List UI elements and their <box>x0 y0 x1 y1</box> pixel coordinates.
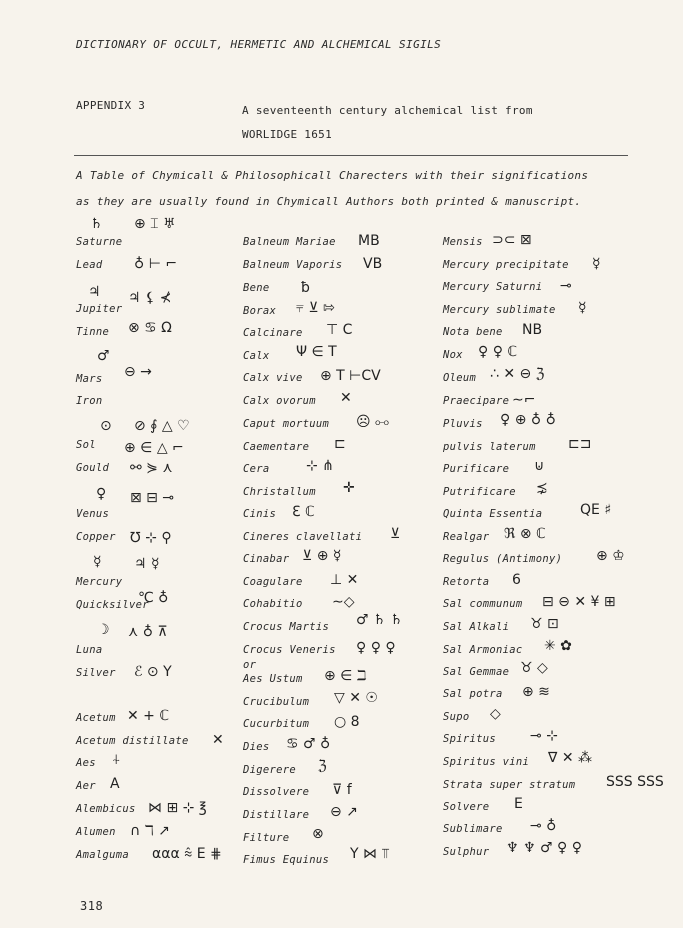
sigil-entry-label: Dies <box>243 741 270 753</box>
sigil-entry-label: Dissolvere <box>243 786 310 798</box>
sigil-entry-label: Sal Armoniac <box>443 644 523 656</box>
sigil-entry-label: Aes <box>76 757 96 769</box>
solvere-sigil: E <box>514 796 523 812</box>
crocus-veneris-sigil: ♀ ♀ ♀ <box>356 640 396 656</box>
appendix-subtitle <box>242 99 533 147</box>
saturn-sigil: ♄ <box>90 216 103 232</box>
alembic-sigil: ⋈ ⊞ ⊹ ℥ <box>148 800 207 816</box>
sigil-entry-label: Praecipare <box>443 395 510 407</box>
sigil-entry-label: Nox <box>443 349 463 361</box>
sigil-entry-label: Spiritus vini <box>443 756 530 768</box>
sigil-entry-label: pulvis laterum <box>443 441 536 453</box>
spiritus-vini-sigil: ∇ ✕ ⁂ <box>548 750 592 766</box>
sigil-entry-label: Mercury precipitate <box>443 259 569 271</box>
page-header: DICTIONARY OF OCCULT, HERMETIC AND ALCHEMICAL SIGILS <box>76 38 442 51</box>
sigil-entry-label: Mercury Saturni <box>443 281 543 293</box>
sigil-entry-label: Acetum distillate <box>76 735 189 747</box>
caementare-sigil: ⊏ <box>334 436 346 452</box>
quinta-sigil: QE ♯ <box>580 502 612 518</box>
sigil-entry-label: Quinta Essentia <box>443 508 543 520</box>
sigil-entry-label: Regulus (Antimony) <box>443 553 563 565</box>
gold-sigil: ⚯ ⋟ ⋏ <box>130 460 173 476</box>
crocus-martis-sigil: ♂ ♄ ♄ <box>356 612 403 628</box>
christallum-sigil: ✛ <box>343 480 355 496</box>
divider-rule <box>74 155 628 156</box>
nox-sigil: ♀ ♀ ℂ <box>478 344 518 360</box>
sigil-entry-label: Oleum <box>443 372 477 384</box>
sigil-entry-label: Sal potra <box>443 688 503 700</box>
sigil-entry-label: Cinabar <box>243 553 290 565</box>
cohabitio-sigil: ∼◇ <box>332 594 355 610</box>
aer-sigil: A <box>110 776 120 792</box>
sigil-entry-label: Lead <box>76 259 103 271</box>
sigil-entry-label: Aes Ustum <box>243 673 303 685</box>
nota-bene-sigil: NB <box>522 322 543 338</box>
sal-armoniac-sigil: ✳ ✿ <box>544 638 572 654</box>
table-intro <box>76 163 646 215</box>
sigil-entry-label: Mensis <box>443 236 483 248</box>
sun-sigil: ⊙ <box>100 418 112 434</box>
sigil-entry-label: Spiritus <box>443 733 496 745</box>
fimus-sigil: Y ⋈ ⫪ <box>350 846 390 862</box>
sigil-entry-label: Cera <box>243 463 270 475</box>
mercury-sublimate-sigil: ☿ <box>578 300 587 316</box>
sigil-entry-label: Coagulare <box>243 576 303 588</box>
sal-potra-sigil: ⊕ ≋ <box>522 684 550 700</box>
calx-ovorum-sigil: ✕ <box>340 390 352 406</box>
mars-sigil: ♂ <box>97 348 110 364</box>
intro-line-2: as they are usually found in Chymicall Authors both printed & manuscript. <box>76 195 582 208</box>
regulus-sigil: ⊕ ♔ <box>596 548 625 564</box>
coagulare-sigil: ⊥ ✕ <box>330 572 359 588</box>
sigil-entry-label: Crocus Martis <box>243 621 330 633</box>
cera-sigil: ⊹ ⋔ <box>306 458 334 474</box>
appendix-label: APPENDIX 3 <box>76 99 146 112</box>
sigil-entry-label: Retorta <box>443 576 490 588</box>
mercury-sigil: ℃ ♁ <box>138 590 169 606</box>
sigil-entry-label: Cucurbitum <box>243 718 310 730</box>
calx-vive-sigil: ⊕ T ⊢CV <box>320 368 381 384</box>
purificare-sigil: ⊍ <box>534 458 545 474</box>
sigil-entry-label: Sal Gemmae <box>443 666 510 678</box>
strata-sigil: SSS SSS <box>606 774 664 790</box>
sigil-entry-label: Christallum <box>243 486 316 498</box>
lead-sigil: ♁ ⊢ ⌐ <box>134 256 178 272</box>
mensis-sigil: ⊃⊂ ⊠ <box>492 232 532 248</box>
sigil-entry-label: Saturne <box>76 236 123 248</box>
gold-sigil: ⊕ ∈ △ ⌐ <box>124 440 184 456</box>
moon-sigil: ⋏ ♁ ⊼ <box>128 624 168 640</box>
sun-sigil: ⊘ ∮ △ ♡ <box>134 418 190 434</box>
alumen-sigil: ∩ ℸ ↗ <box>130 823 170 839</box>
acetum-distillate-sigil: ✕ <box>212 732 224 748</box>
sigil-entry-label: Amalguma <box>76 849 129 861</box>
sigil-entry-label: Realgar <box>443 531 490 543</box>
sulphur-sigil: ♆ ♆ ♂ ♀ ♀ <box>506 840 582 856</box>
sigil-entry-label: Sal communum <box>443 598 523 610</box>
sigil-entry-label: Tinne <box>76 326 110 338</box>
sigil-entry-label: Mercury <box>76 576 123 588</box>
sigil-entry-label: Distillare <box>243 809 310 821</box>
sigil-entry-label: Alumen <box>76 826 116 838</box>
sigil-entry-label: Alembicus <box>76 803 136 815</box>
sigil-entry-label: Nota bene <box>443 326 503 338</box>
venus-sigil: ♀ <box>96 486 107 502</box>
sal-communum-sigil: ⊟ ⊖ ✕ ¥ ⊞ <box>542 594 616 610</box>
vaporis-sigil: VB <box>363 256 383 272</box>
dies-sigil: ♋ ♂ ♁ <box>286 736 331 752</box>
subtitle-line-2: WORLIDGE 1651 <box>242 128 332 141</box>
spiritus-sigil: ⊸ ⊹ <box>530 728 558 744</box>
sigil-entry-label: Solvere <box>443 801 490 813</box>
sigil-entry-label: Borax <box>243 305 277 317</box>
praecipare-sigil: ∼⌐ <box>512 392 536 408</box>
acetum-sigil: ✕ + ℂ <box>127 708 170 724</box>
sigil-entry-label: Digerere <box>243 764 296 776</box>
sigil-entry-label: or <box>243 659 257 671</box>
calx-sigil: Ψ ∈ T <box>296 344 337 360</box>
bene-sigil: ƀ <box>301 280 310 296</box>
putrificare-sigil: ⋨ <box>536 480 548 496</box>
copper-sigil: ℧ ⊹ ⚲ <box>130 530 172 546</box>
sigil-entry-label: Aer <box>76 780 96 792</box>
sigil-entry-label: Calcinare <box>243 327 303 339</box>
sigil-entry-label: Purificare <box>443 463 510 475</box>
crucible-sigil: ▽ ✕ ☉ <box>334 690 378 706</box>
jupiter-sigil: ♃ ⚸ ⊀ <box>128 290 172 306</box>
sigil-entry-label: Sol <box>76 439 96 451</box>
sigil-entry-label: Calx <box>243 350 270 362</box>
jupiter-sigil: ♃ <box>88 284 101 300</box>
sigil-entry-label: Crocus Veneris <box>243 644 336 656</box>
sigil-entry-label: Gould <box>76 462 110 474</box>
mercury-sigil: ☿ <box>93 554 102 570</box>
tin-sigil: ⊗ ♋ Ω <box>128 320 172 336</box>
oleum-sigil: ∴ ✕ ⊖ ℨ <box>490 366 545 382</box>
sigil-entry-label: Crucibulum <box>243 696 310 708</box>
sigil-entry-label: Venus <box>76 508 110 520</box>
filture-sigil: ⊗ <box>312 826 324 842</box>
venus-sigil: ⊠ ⊟ ⊸ <box>130 490 175 506</box>
moon-sigil: ☽ <box>97 622 110 638</box>
mercury-saturni-sigil: ⊸ <box>560 278 572 294</box>
saturn-sigil: ⊕ ⌶ ♅ <box>134 216 176 232</box>
calcinare-sigil: ⊤ C <box>326 322 353 338</box>
sublimare-sigil: ⊸ ♁ <box>530 818 557 834</box>
sal-gemmae-sigil: ♉ ◇ <box>520 660 548 676</box>
aes-ustum-sigil: ⊕ ∈ ℶ <box>324 668 367 684</box>
dissolvere-sigil: ⊽ f <box>332 782 352 798</box>
sigil-entry-label: Strata super stratum <box>443 779 576 791</box>
sigil-entry-label: Calx ovorum <box>243 395 316 407</box>
cinabar-sigil: ⊻ ⊕ ☿ <box>302 548 342 564</box>
aes-sigil: ⍭ <box>112 752 121 768</box>
sigil-entry-label: Silver <box>76 667 116 679</box>
sigil-entry-label: Pluvis <box>443 418 483 430</box>
sigil-entry-label: Balneum Mariae <box>243 236 336 248</box>
sigil-entry-label: Filture <box>243 832 290 844</box>
supo-sigil: ◇ <box>490 706 501 722</box>
silver-sigil: ℰ ⊙ Y <box>134 664 172 680</box>
borax-sigil: ⫧ ⊻ ⇰ <box>296 300 335 316</box>
sigil-entry-label: Luna <box>76 644 103 656</box>
sigil-entry-label: Sublimare <box>443 823 503 835</box>
sigil-entry-label: Calx vive <box>243 372 303 384</box>
sigil-entry-label: Cohabitio <box>243 598 303 610</box>
sigil-entry-label: Iron <box>76 395 103 407</box>
mercury-precip-sigil: ☿ <box>592 256 601 272</box>
laterum-sigil: ⊏⊐ <box>568 436 592 452</box>
cinis-sigil: ℇ ℂ <box>292 504 315 520</box>
sigil-entry-label: Cineres clavellati <box>243 531 363 543</box>
sigil-entry-label: Quicksilver <box>76 599 149 611</box>
pluvis-sigil: ♀ ⊕ ♁ ♁ <box>500 412 556 428</box>
mars-sigil: ⊖ → <box>124 364 152 380</box>
sigil-entry-label: Balneum Vaporis <box>243 259 343 271</box>
page-number: 318 <box>80 899 104 913</box>
sigil-entry-label: Cinis <box>243 508 277 520</box>
mercury-sigil: ♃ ☿ <box>134 556 160 572</box>
sal-alkali-sigil: ♉ ⊡ <box>530 616 559 632</box>
digerere-sigil: ℨ <box>318 758 327 774</box>
sigil-entry-label: Jupiter <box>76 303 123 315</box>
distillare-sigil: ⊖ ↗ <box>330 804 358 820</box>
sigil-entry-label: Fimus Equinus <box>243 854 330 866</box>
sigil-entry-label: Supo <box>443 711 470 723</box>
sigil-entry-label: Caementare <box>243 441 310 453</box>
sigil-entry-label: Mars <box>76 373 103 385</box>
retorta-sigil: 6 <box>512 572 521 588</box>
caput-sigil: ☹ ⧟ <box>356 414 390 430</box>
cucurbit-sigil: ○ 8 <box>334 714 360 730</box>
sigil-entry-label: Sulphur <box>443 846 490 858</box>
sigil-entry-label: Bene <box>243 282 270 294</box>
sigil-entry-label: Acetum <box>76 712 116 724</box>
balneum-sigil: MB <box>358 233 380 249</box>
sigil-entry-label: Sal Alkali <box>443 621 510 633</box>
cineres-sigil: ⊻ <box>390 526 401 542</box>
intro-line-1: A Table of Chymicall & Philosophicall Charecters with their significations <box>76 169 589 182</box>
amalguma-sigil: ααα ⩯ E ⋕ <box>152 846 222 862</box>
sigil-entry-label: Copper <box>76 531 116 543</box>
sigil-entry-label: Putrificare <box>443 486 516 498</box>
sigil-entry-label: Mercury sublimate <box>443 304 556 316</box>
sigil-entry-label: Caput mortuum <box>243 418 330 430</box>
realgar-sigil: ℜ ⊗ ℂ <box>504 526 546 542</box>
subtitle-line-1: A seventeenth century alchemical list from <box>242 104 533 117</box>
